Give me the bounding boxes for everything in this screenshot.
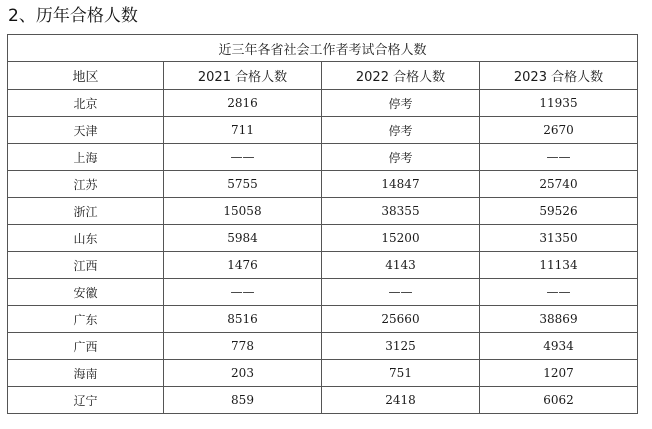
table-row xyxy=(8,117,638,144)
table-body xyxy=(8,90,638,414)
cell-2023: 2670 xyxy=(480,117,638,144)
table-caption: 近三年各省社会工作者考试合格人数 xyxy=(8,35,638,62)
cell-2023: —— xyxy=(480,279,638,306)
cell-region: 广东 xyxy=(8,306,164,333)
table-row xyxy=(8,387,638,414)
cell-2023: 6062 xyxy=(480,387,638,414)
cell-region: 辽宁 xyxy=(8,387,164,414)
cell-2023: 38869 xyxy=(480,306,638,333)
cell-region: 北京 xyxy=(8,90,164,117)
cell-2021: 2816 xyxy=(164,90,322,117)
cell-2022: 751 xyxy=(322,360,480,387)
cell-2022: 14847 xyxy=(322,171,480,198)
table-row xyxy=(8,333,638,360)
cell-2023: 59526 xyxy=(480,198,638,225)
cell-2022: 4143 xyxy=(322,252,480,279)
cell-2023: 4934 xyxy=(480,333,638,360)
cell-region: 江苏 xyxy=(8,171,164,198)
cell-region: 江西 xyxy=(8,252,164,279)
cell-2023: 11134 xyxy=(480,252,638,279)
cell-2023: 25740 xyxy=(480,171,638,198)
table-row xyxy=(8,252,638,279)
cell-region: 上海 xyxy=(8,144,164,171)
table-row xyxy=(8,198,638,225)
cell-2021: 778 xyxy=(164,333,322,360)
table-row xyxy=(8,225,638,252)
cell-region: 天津 xyxy=(8,117,164,144)
cell-2022: 3125 xyxy=(322,333,480,360)
cell-region: 浙江 xyxy=(8,198,164,225)
table-caption-row xyxy=(8,35,638,62)
cell-2022: 停考 xyxy=(322,90,480,117)
table-row xyxy=(8,279,638,306)
cell-2021: 711 xyxy=(164,117,322,144)
column-header-2023: 2023 合格人数 xyxy=(480,62,638,90)
cell-2022: —— xyxy=(322,279,480,306)
cell-2022: 停考 xyxy=(322,144,480,171)
cell-2022: 25660 xyxy=(322,306,480,333)
cell-2023: 1207 xyxy=(480,360,638,387)
cell-region: 山东 xyxy=(8,225,164,252)
cell-2022: 38355 xyxy=(322,198,480,225)
cell-2022: 15200 xyxy=(322,225,480,252)
table-row xyxy=(8,171,638,198)
table-row xyxy=(8,90,638,117)
cell-2023: 11935 xyxy=(480,90,638,117)
cell-2023: 31350 xyxy=(480,225,638,252)
cell-2021: 15058 xyxy=(164,198,322,225)
column-header-2022: 2022 合格人数 xyxy=(322,62,480,90)
table-row xyxy=(8,144,638,171)
column-header-region: 地区 xyxy=(8,62,164,90)
cell-2021: —— xyxy=(164,279,322,306)
table-row xyxy=(8,360,638,387)
cell-2021: 8516 xyxy=(164,306,322,333)
cell-2021: —— xyxy=(164,144,322,171)
cell-region: 安徽 xyxy=(8,279,164,306)
cell-region: 海南 xyxy=(8,360,164,387)
cell-2023: —— xyxy=(480,144,638,171)
cell-2022: 2418 xyxy=(322,387,480,414)
cell-2021: 1476 xyxy=(164,252,322,279)
column-header-2021: 2021 合格人数 xyxy=(164,62,322,90)
cell-2021: 203 xyxy=(164,360,322,387)
table-header-row xyxy=(8,62,638,90)
section-heading: 2、历年合格人数 xyxy=(8,6,138,26)
cell-region: 广西 xyxy=(8,333,164,360)
cell-2021: 5755 xyxy=(164,171,322,198)
cell-2021: 5984 xyxy=(164,225,322,252)
table-row xyxy=(8,306,638,333)
cell-2021: 859 xyxy=(164,387,322,414)
cell-2022: 停考 xyxy=(322,117,480,144)
pass-count-table xyxy=(7,34,638,414)
